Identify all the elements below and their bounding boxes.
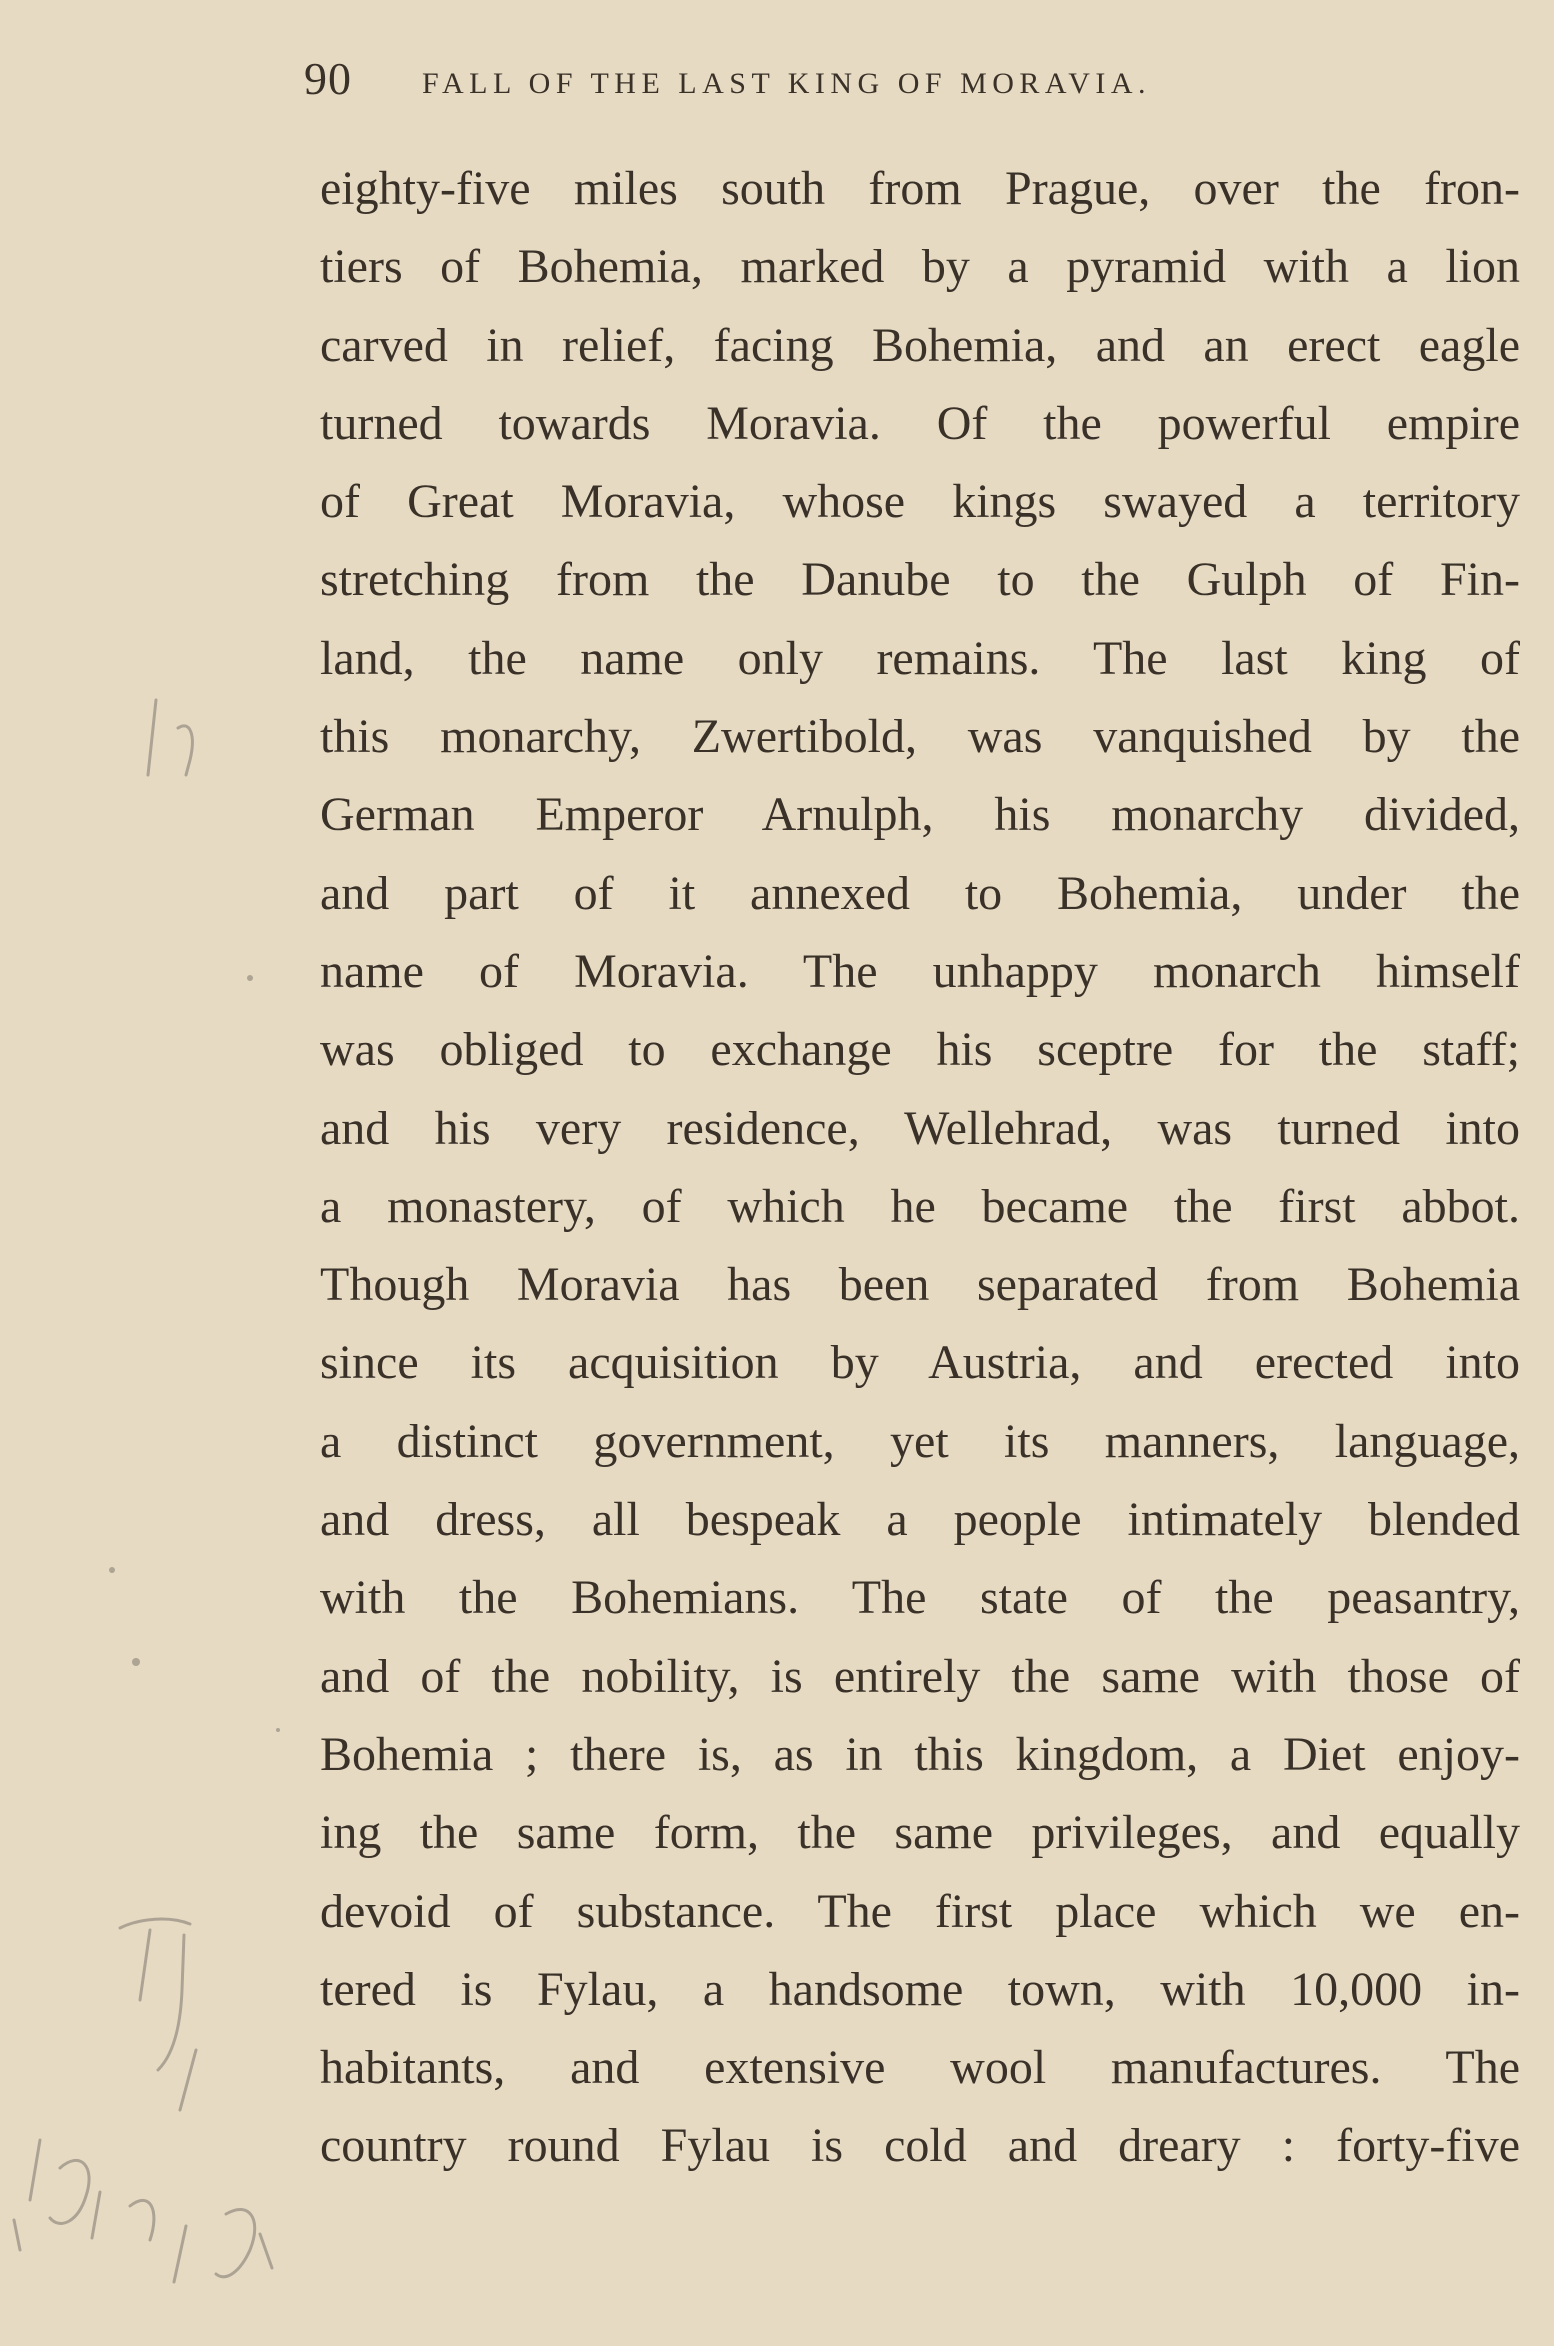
pencil-dot [276, 1728, 280, 1732]
pencil-mark [178, 726, 192, 775]
text-line: devoid of substance. The first place which we en- [320, 1884, 1520, 1938]
pencil-mark [216, 2209, 255, 2276]
text-line: Though Moravia has been separated from Bohemia [320, 1258, 1520, 1312]
pencil-mark [158, 1935, 184, 2070]
text-line: country round Fylau is cold and dreary : forty-five [320, 2119, 1520, 2173]
running-title: FALL OF THE LAST KING OF MORAVIA. [422, 67, 1152, 100]
text-line: a monastery, of which he became the first abbot. [320, 1179, 1520, 1233]
text-line: habitants, and extensive wool manufactures. The [320, 2041, 1520, 2095]
text-line: carved in relief, facing Bohemia, and an erect eagle [320, 318, 1520, 372]
text-line: stretching from the Danube to the Gulph of Fin- [320, 553, 1520, 607]
text-line: a distinct government, yet its manners, language, [320, 1414, 1520, 1468]
text-line: was obliged to exchange his sceptre for the staff; [320, 1023, 1520, 1077]
text-line: name of Moravia. The unhappy monarch himself [320, 944, 1520, 998]
pencil-mark [30, 2140, 40, 2200]
body-text [320, 150, 1520, 2186]
text-line: land, the name only remains. The last king of [320, 631, 1520, 685]
pencil-dot [132, 1658, 140, 1666]
text-line: and part of it annexed to Bohemia, under the [320, 866, 1520, 920]
pencil-mark [148, 700, 156, 775]
pencil-dot [247, 975, 253, 981]
text-line: and his very residence, Wellehrad, was turned into [320, 1101, 1520, 1155]
running-head [304, 44, 1434, 114]
text-line: and of the nobility, is entirely the same with those of [320, 1649, 1520, 1703]
text-line: Bohemia ; there is, as in this kingdom, a Diet enjoy- [320, 1727, 1520, 1781]
text-line: turned towards Moravia. Of the powerful empire [320, 396, 1520, 450]
text-line: this monarchy, Zwertibold, was vanquished by the [320, 710, 1520, 764]
pencil-mark [260, 2234, 272, 2268]
text-line: German Emperor Arnulph, his monarchy divided, [320, 788, 1520, 842]
text-line: with the Bohemians. The state of the peasantry, [320, 1571, 1520, 1625]
pencil-mark [130, 2200, 154, 2240]
pencil-marginalia [0, 0, 300, 2346]
text-line: of Great Moravia, whose kings swayed a territory [320, 475, 1520, 529]
text-line: eighty-five miles south from Prague, over the fron- [320, 162, 1520, 215]
pencil-dot [109, 1567, 115, 1573]
pencil-mark [92, 2192, 100, 2238]
text-line: ing the same form, the same privileges, and equally [320, 1806, 1520, 1860]
text-line: tered is Fylau, a handsome town, with 10,000 in- [320, 1962, 1520, 2016]
text-line: and dress, all bespeak a people intimately blended [320, 1493, 1520, 1547]
pencil-mark [14, 2220, 20, 2250]
pencil-mark [180, 2050, 196, 2110]
pencil-mark [174, 2226, 186, 2282]
pencil-mark [140, 1930, 150, 2000]
pencil-mark [50, 2160, 89, 2223]
text-line: since its acquisition by Austria, and erected into [320, 1336, 1520, 1390]
page-number: 90 [304, 53, 352, 104]
text-line: tiers of Bohemia, marked by a pyramid with a lion [320, 240, 1520, 294]
pencil-mark [120, 1919, 190, 1928]
